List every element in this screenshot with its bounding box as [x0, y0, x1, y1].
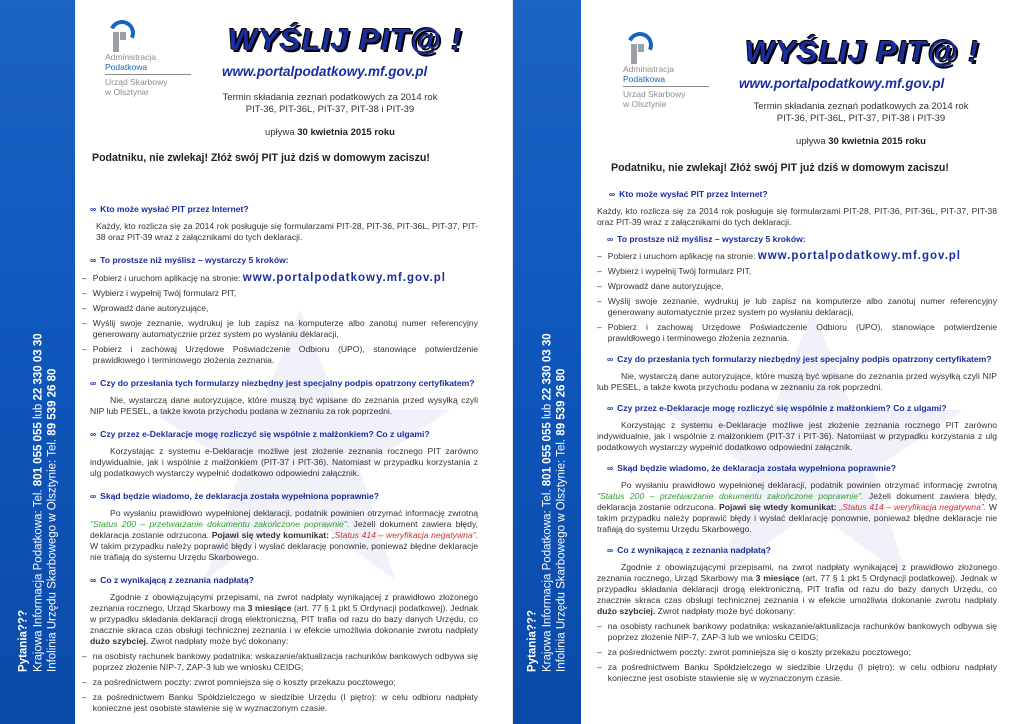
dash-bullet-icon: –: [597, 296, 602, 306]
step-1: – Pobierz i uruchom aplikację na stronie: www.portalpodatkowy.mf.gov.pl: [597, 250, 961, 262]
logo-mark-icon: [105, 20, 133, 52]
logo-office-line2: w Olsztynie: [105, 87, 149, 97]
deadline-line2: PIT-36, PIT-36L, PIT-37, PIT-38 i PIT-39: [776, 112, 946, 124]
question-steps: ∞ To prostsze niż myślisz – wystarczy 5 kroków:: [90, 255, 289, 265]
sidebar-kip-phone1: 801 055 055: [540, 422, 553, 487]
question-correct: ∞ Skąd będzie wiadomo, że deklaracja została wypełniona poprawnie?: [607, 463, 897, 473]
dash-bullet-icon: –: [82, 273, 87, 283]
callout-text: Podatniku, nie zwlekaj! Złóż swój PIT już dziś w domowym zaciszu!: [611, 162, 949, 174]
status-200-text: "Status 200 – przetwarzanie dokumentu zakończone poprawnie".: [597, 491, 864, 501]
headline: WYŚLIJ PIT@ !: [745, 34, 980, 69]
infinity-icon: ∞: [90, 575, 97, 585]
infinity-icon: ∞: [607, 545, 614, 555]
dash-bullet-icon: –: [597, 647, 602, 657]
answer-correct: Po wysłaniu prawidłowo wypełnionej deklaracji, podatnik powinien otrzymać informację zwrotną "Status 200 – przetwarzanie dokumentu zakończone poprawnie". Jeżeli dokument zawiera błędy, deklaracja zostanie odrzucona. Pojawi się wtedy komunikat: „Status 414 – weryfikacja negatywna”. W takim przypadku należy poprawić błędy i wysłać deklarację ponownie, ponieważ błędne deklaracje nie trafiają do systemu Urzędu Skarbowego.: [597, 480, 997, 534]
status-200-text: "Status 200 – przetwarzanie dokumentu zakończone poprawnie".: [90, 519, 350, 529]
question-spouse: ∞ Czy przez e-Deklaracje mogę rozliczyć się wspólnie z małżonkiem? Co z ulgami?: [607, 403, 947, 413]
step1-url[interactable]: www.portalpodatkowy.mf.gov.pl: [242, 272, 446, 284]
logo-org-line2: Podatkowa: [105, 62, 148, 72]
dash-bullet-icon: –: [82, 677, 87, 687]
dash-bullet-icon: –: [82, 651, 87, 661]
logo-org-line1: Administracja: [105, 52, 157, 62]
dash-bullet-icon: –: [82, 303, 87, 313]
infinity-icon: ∞: [90, 491, 97, 501]
step-4: – Wyślij swoje zeznanie, wydrukuj je lub zapisz na komputerze albo zanotuj numer referencyjny generowany automatycznie przez system po wysłaniu deklaracji,: [597, 296, 997, 317]
sidebar-hotline-phone: 89 539 26 80: [555, 368, 568, 436]
deadline-line2: PIT-36, PIT-36L, PIT-37, PIT-38 i PIT-39: [245, 103, 415, 115]
sidebar-kip-phone2: 22 330 03 30: [31, 333, 44, 401]
status-414-text: „Status 414 – weryfikacja negatywna”.: [836, 502, 987, 512]
logo-org-line2: Podatkowa: [623, 74, 666, 84]
logo-office-line2: w Olsztynie: [623, 99, 667, 109]
contact-info-vertical: Pytania??? Krajowa Informacja Podatkowa: Tel. 801 055 055 lub 22 330 03 30 Infolinia Urzędu Skarbowego w Olsztynie: Tel. 89 539 26 80: [16, 333, 58, 672]
contact-sidebar: [0, 0, 75, 724]
question-signature: ∞ Czy do przesłania tych formularzy niezbędny jest specjalny podpis opatrzony certyfikatem?: [90, 378, 475, 388]
question-refund: ∞ Co z wynikającą z zeznania nadpłatą?: [90, 575, 254, 585]
faq-content: [82, 204, 478, 714]
logo-office-line1: Urząd Skarbowy: [623, 89, 686, 99]
sidebar-kip-phone2: 22 330 03 30: [540, 333, 553, 401]
logo-org-line1: Administracja: [623, 64, 675, 74]
logo-mark-icon: [623, 32, 651, 64]
status-414-text: „Status 414 – weryfikacja negatywna”.: [329, 530, 478, 540]
dash-bullet-icon: –: [82, 692, 87, 702]
contact-sidebar: [513, 0, 581, 724]
right-leaflet-panel: [512, 0, 1024, 724]
sidebar-questions: Pytania???: [526, 610, 539, 672]
deadline-block: Termin składania zeznań podatkowych za 2014 rok PIT-36, PIT-36L, PIT-37, PIT-38 i PIT-39 upływa 30 kwietnia 2015 roku: [200, 92, 460, 139]
step1-url[interactable]: www.portalpodatkowy.mf.gov.pl: [757, 250, 961, 262]
deadline-date: 30 kwietnia 2015 roku: [828, 136, 926, 147]
refund-option-3: – za pośrednictwem Banku Spółdzielczego w siedzibie Urzędu (I piętro): w celu odbioru nadpłaty konieczne jest osobiste stawienie się w wyznaczonym czasie.: [82, 692, 478, 713]
answer-who: Każdy, kto rozlicza się za 2014 rok posługuje się formularzami PIT-28, PIT-36, PIT-36L, PIT-37, PIT-38 oraz PIT-39 wraz z załącznikami do tych deklaracji.: [597, 206, 997, 227]
deadline-block: Termin składania zeznań podatkowych za 2014 rok PIT-36, PIT-36L, PIT-37, PIT-38 i PIT-39 upływa 30 kwietnia 2015 roku: [731, 101, 991, 148]
infinity-icon: ∞: [90, 378, 97, 388]
dash-bullet-icon: –: [597, 281, 602, 291]
answer-correct: Po wysłaniu prawidłowo wypełnionej deklaracji, podatnik powinien otrzymać informację zwrotną "Status 200 – przetwarzanie dokumentu zakończone poprawnie". Jeżeli dokument zawiera błędy, deklaracja zostanie odrzucona. Pojawi się wtedy komunikat: „Status 414 – weryfikacja negatywna”. W takim przypadku należy poprawić błędy i wysłać deklarację ponownie, ponieważ błędne deklaracje nie trafiają do systemu Urzędu Skarbowego.: [90, 508, 478, 562]
deadline-line1: Termin składania zeznań podatkowych za 2014 rok: [753, 101, 969, 112]
question-spouse: ∞ Czy przez e-Deklaracje mogę rozliczyć się wspólnie z małżonkiem? Co z ulgami?: [90, 429, 430, 439]
portal-url[interactable]: www.portalpodatkowy.mf.gov.pl: [222, 64, 428, 79]
sidebar-kip-phone1: 801 055 055: [31, 422, 44, 487]
step-2: – Wybierz i wypełnij Twój formularz PIT,: [82, 288, 237, 298]
question-correct: ∞ Skąd będzie wiadomo, że deklaracja została wypełniona poprawnie?: [90, 491, 380, 501]
step-4: – Wyślij swoje zeznanie, wydrukuj je lub zapisz na komputerze albo zanotuj numer referencyjny generowany automatycznie przez system po wysłaniu deklaracji,: [82, 318, 478, 339]
question-who: ∞ Kto może wysłać PIT przez Internet?: [90, 204, 249, 214]
refund-option-2: – za pośrednictwem poczty: zwrot pomniejsza się o koszty przekazu pocztowego;: [82, 677, 396, 687]
infinity-icon: ∞: [609, 189, 616, 199]
dash-bullet-icon: –: [597, 322, 602, 332]
deadline-date: 30 kwietnia 2015 roku: [297, 127, 395, 138]
question-who: ∞ Kto może wysłać PIT przez Internet?: [609, 189, 768, 199]
answer-signature: Nie, wystarczą dane autoryzujące, które muszą być wpisane do zeznania przed wysyłką czyli NIP lub PESEL, a także kwota przychodu podana w zeznaniu za rok poprzedni.: [90, 395, 478, 416]
answer-spouse: Korzystając z systemu e-Deklaracje możliwe jest złożenie zeznania rocznego PIT zarówno indywidualnie, jak i wspólnie z małżonkiem (PIT-37 i PIT-36). Natomiast w przypadku korzystania z ulg podatkowych wystarczy wypełnić dodatkowo odpowiedni załącznik.: [90, 446, 478, 478]
sidebar-questions: Pytania???: [16, 610, 29, 672]
answer-spouse: Korzystając z systemu e-Deklaracje możliwe jest złożenie zeznania rocznego PIT zarówno indywidualnie, jak i wspólnie z małżonkiem (PIT-37 i PIT-36). Natomiast w przypadku korzystania z ulg podatkowych wystarczy wypełnić dodatkowo odpowiedni załącznik.: [597, 420, 997, 452]
step-5: – Pobierz i zachowaj Urzędowe Poświadczenie Odbioru (UPO), stanowiące potwierdzenie prawidłowego i terminowego złożenia zeznania.: [597, 322, 997, 343]
portal-url[interactable]: www.portalpodatkowy.mf.gov.pl: [739, 76, 945, 91]
sidebar-kip-label: Krajowa Informacja Podatkowa: Tel.: [540, 486, 553, 672]
dash-bullet-icon: –: [597, 621, 602, 631]
sidebar-hotline-phone: 89 539 26 80: [45, 368, 58, 436]
deadline-line1: Termin składania zeznań podatkowych za 2014 rok: [222, 92, 438, 103]
faq-content: [597, 189, 997, 684]
dash-bullet-icon: –: [597, 266, 602, 276]
contact-info-vertical: Pytania??? Krajowa Informacja Podatkowa: Tel. 801 055 055 lub 22 330 03 30 Infolinia Urzędu Skarbowego w Olsztynie: Tel. 89 539 26 80: [526, 333, 568, 672]
dash-bullet-icon: –: [597, 662, 602, 672]
step-5: – Pobierz i zachowaj Urzędowe Poświadczenie Odbioru (UPO), stanowiące potwierdzenie prawidłowego i terminowego złożenia zeznania.: [82, 344, 478, 365]
answer-refund: Zgodnie z obowiązującymi przepisami, na zwrot nadpłaty wynikającej z prawidłowo złożonego zeznania rocznego, Urząd Skarbowy ma 3 miesiące (art. 77 § 1 pkt 5 Ordynacji podatkowej). Jednak w przypadku składania deklaracji drogą elektroniczną, PIT trafia od razu do bazy danych Urzędu, co znacznie skraca czas obsługi technicznej zeznania i w efekcie umożliwia dokonanie zwrotu nadpłaty dużo szybciej. Zwrot nadpłaty może być dokonany:: [90, 592, 478, 646]
infinity-icon: ∞: [607, 234, 614, 244]
answer-who: Każdy, kto rozlicza się za 2014 rok posługuje się formularzami PIT-28, PIT-36, PIT-36L, PIT-37, PIT-38 oraz PIT-39 wraz z załącznikami do tych deklaracji.: [96, 221, 478, 242]
refund-option-3: – za pośrednictwem Banku Spółdzielczego w siedzibie Urzędu (I piętro): w celu odbioru nadpłaty konieczne jest osobiste stawienie się w wyznaczonym czasie.: [597, 662, 997, 683]
step-3: – Wprowadź dane autoryzujące,: [597, 281, 724, 291]
dash-bullet-icon: –: [82, 288, 87, 298]
step-1: – Pobierz i uruchom aplikację na stronie: www.portalpodatkowy.mf.gov.pl: [82, 272, 446, 284]
sidebar-hotline-label: Infolinia Urzędu Skarbowego w Olsztynie: Tel.: [555, 435, 568, 672]
infinity-icon: ∞: [90, 429, 97, 439]
headline: WYŚLIJ PIT@ !: [228, 22, 463, 57]
logo-office-line1: Urząd Skarbowy: [105, 77, 168, 87]
callout-text: Podatniku, nie zwlekaj! Złóż swój PIT już dziś w domowym zaciszu!: [92, 152, 430, 164]
step-2: – Wybierz i wypełnij Twój formularz PIT,: [597, 266, 752, 276]
answer-refund: Zgodnie z obowiązującymi przepisami, na zwrot nadpłaty wynikającej z prawidłowo złożonego zeznania rocznego, Urząd Skarbowy ma 3 miesiące (art. 77 § 1 pkt 5 Ordynacji podatkowej). Jednak w przypadku składania deklaracji drogą elektroniczną, PIT trafia od razu do bazy danych Urzędu, co znacznie skraca czas obsługi technicznej zeznania i w efekcie umożliwia dokonanie zwrotu nadpłaty dużo szybciej. Zwrot nadpłaty może być dokonany:: [597, 562, 997, 616]
answer-signature: Nie, wystarczą dane autoryzujące, które muszą być wpisane do zeznania przed wysyłką czyli NIP lub PESEL, a także kwota przychodu podana w zeznaniu za rok poprzedni.: [597, 371, 997, 392]
tax-administration-logo: [623, 32, 709, 109]
dash-bullet-icon: –: [82, 318, 87, 328]
infinity-icon: ∞: [607, 354, 614, 364]
question-signature: ∞ Czy do przesłania tych formularzy niezbędny jest specjalny podpis opatrzony certyfikatem?: [607, 354, 992, 364]
tax-administration-logo: [105, 20, 191, 97]
refund-option-1: – na osobisty rachunek bankowy podatnika: wskazanie/aktualizacja rachunków bankowych odbywa się poprzez złożenie NIP-7, ZAP-3 lub we wniosku CEIDG;: [82, 651, 478, 672]
question-steps: ∞ To prostsze niż myślisz – wystarczy 5 kroków:: [607, 234, 806, 244]
infinity-icon: ∞: [90, 255, 97, 265]
refund-option-1: – na osobisty rachunek bankowy podatnika: wskazanie/aktualizacja rachunków bankowych odbywa się poprzez złożenie NIP-7, ZAP-3 lub we wniosku CEIDG;: [597, 621, 997, 642]
infinity-icon: ∞: [607, 403, 614, 413]
dash-bullet-icon: –: [597, 251, 602, 261]
step-3: – Wprowadź dane autoryzujące,: [82, 303, 209, 313]
refund-option-2: – za pośrednictwem poczty: zwrot pomniejsza się o koszty przekazu pocztowego;: [597, 647, 911, 657]
dash-bullet-icon: –: [82, 344, 87, 354]
infinity-icon: ∞: [90, 204, 97, 214]
sidebar-kip-label: Krajowa Informacja Podatkowa: Tel.: [31, 486, 44, 672]
sidebar-hotline-label: Infolinia Urzędu Skarbowego w Olsztynie: Tel.: [45, 435, 58, 672]
question-refund: ∞ Co z wynikającą z zeznania nadpłatą?: [607, 545, 771, 555]
infinity-icon: ∞: [607, 463, 614, 473]
